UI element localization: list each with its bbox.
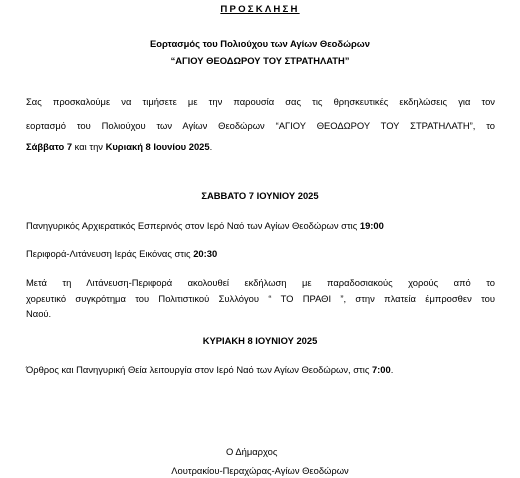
sunday-event-1 (26, 364, 393, 376)
document-title: ΠΡΟΣΚΛΗΣΗ (220, 4, 300, 15)
saturday-heading: ΣΑΒΒΑΤΟ 7 ΙΟΥΝΙΟΥ 2025 (201, 190, 319, 201)
saturday-event-3-line-3: Ναού. (26, 308, 52, 319)
sunday-heading: ΚΥΡΙΑΚΗ 8 ΙΟΥΝΙΟΥ 2025 (202, 335, 318, 346)
heading-line-2: “ΑΓΙΟΥ ΘΕΟΔΩΡΟΥ ΤΟΥ ΣΤΡΑΤΗΛΑΤΗ” (170, 55, 350, 66)
intro-line-3 (26, 141, 212, 153)
intro-line-2: εορτασμό του Πολιούχου των Αγίων Θεοδώρων “ΑΓΙΟΥ ΘΕΟΔΩΡΟΥ ΤΟΥ ΣΤΡΑΤΗΛΑΤΗ”, το (26, 120, 495, 131)
saturday-event-3-line-2: χορευτικό συγκρότημα του Πολιτιστικού Συλλόγου “ ΤΟ ΠΡΑΘΙ ”, στην πλατεία έμπροσθεν του (26, 293, 495, 304)
intro-date-sunday: Κυριακή 8 Ιουνίου 2025 (105, 141, 210, 152)
saturday-event-2-text: Περιφορά-Λιτάνευση Ιεράς Εικόνας στις (26, 248, 194, 259)
sunday-event-1-period: . (390, 364, 394, 375)
saturday-event-3-line-1: Μετά τη Λιτάνευση-Περιφορά ακολουθεί εκδήλωση με παραδοσιακούς χορούς από το (26, 277, 495, 288)
saturday-event-2-time: 20:30 (193, 248, 218, 259)
intro-period: . (209, 141, 213, 152)
saturday-event-1-text: Πανηγυρικός Αρχιερατικός Εσπερινός στον Ιερό Ναό των Αγίων Θεοδώρων στις (26, 220, 360, 231)
signature-municipality: Λουτρακίου-Περαχώρας-Αγίων Θεοδώρων (171, 465, 349, 476)
sunday-event-1-time: 7:00 (371, 364, 391, 375)
saturday-event-1-time: 19:00 (359, 220, 384, 231)
intro-line-1: Σας προσκαλούμε να τιμήσετε με την παρουσία σας τις θρησκευτικές εκδηλώσεις για τον (26, 96, 495, 107)
sunday-event-1-text: Όρθρος και Πανηγυρική Θεία λειτουργία στον Ιερό Ναό των Αγίων Θεοδώρων, στις (26, 364, 372, 375)
intro-date-saturday: Σάββατο 7 (26, 141, 73, 152)
heading-line-1: Εορτασμός του Πολιούχου των Αγίων Θεοδώρων (150, 38, 370, 49)
saturday-event-1 (26, 220, 384, 232)
signature-role: Ο Δήμαρχος (226, 446, 278, 457)
saturday-event-2 (26, 248, 217, 260)
intro-connector: και την (72, 141, 106, 152)
